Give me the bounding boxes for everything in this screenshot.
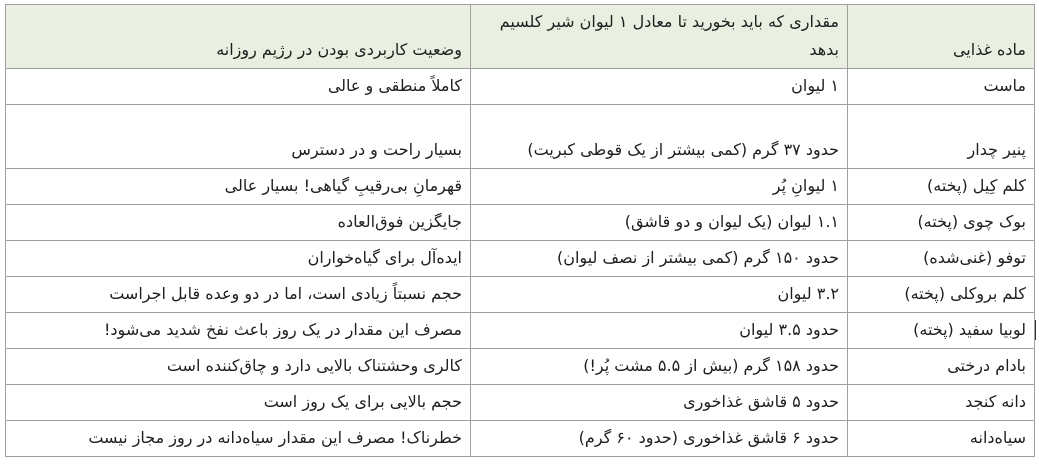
amount-cell: حدود ۵ قاشق غذاخوری bbox=[471, 385, 848, 421]
status-cell: مصرف این مقدار در یک روز باعث نفخ شدید می‌شود! bbox=[6, 313, 471, 349]
status-cell: حجم بالایی برای یک روز است bbox=[6, 385, 471, 421]
table-row bbox=[6, 169, 1035, 205]
header-amount: مقداری که باید بخورید تا معادل ۱ لیوان شیر کلسیم بدهد bbox=[471, 5, 848, 69]
status-cell: بسیار راحت و در دسترس bbox=[6, 105, 471, 169]
food-cell: ماست bbox=[848, 69, 1035, 105]
amount-cell: حدود ۳.۵ لیوان bbox=[471, 313, 848, 349]
amount-cell: حدود ۶ قاشق غذاخوری (حدود ۶۰ گرم) bbox=[471, 421, 848, 457]
table-row bbox=[6, 241, 1035, 277]
status-cell: قهرمانِ بی‌رقیبِ گیاهی! بسیار عالی bbox=[6, 169, 471, 205]
food-cell: لوبیا سفید (پخته) bbox=[848, 313, 1035, 349]
amount-cell: حدود ۱۵۸ گرم (بیش از ۵.۵ مشت پُر!) bbox=[471, 349, 848, 385]
food-cell: سیاه‌دانه bbox=[848, 421, 1035, 457]
table-row bbox=[6, 205, 1035, 241]
amount-cell: ۱ لیوان bbox=[471, 69, 848, 105]
status-cell: حجم نسبتاً زیادی است، اما در دو وعده قابل اجراست bbox=[6, 277, 471, 313]
table-body bbox=[6, 69, 1035, 457]
header-status: وضعیت کاربردی بودن در رژیم روزانه bbox=[6, 5, 471, 69]
food-cell: پنیر چدار bbox=[848, 105, 1035, 169]
table-header bbox=[6, 5, 1035, 69]
food-cell: توفو (غنی‌شده) bbox=[848, 241, 1035, 277]
food-cell: کلم بروکلی (پخته) bbox=[848, 277, 1035, 313]
header-row bbox=[6, 5, 1035, 69]
table-row bbox=[6, 349, 1035, 385]
calcium-comparison-table bbox=[5, 4, 1035, 457]
table-row bbox=[6, 277, 1035, 313]
amount-cell: ۳.۲ لیوان bbox=[471, 277, 848, 313]
food-cell: بوک چوی (پخته) bbox=[848, 205, 1035, 241]
amount-cell: حدود ۳۷ گرم (کمی بیشتر از یک قوطی کبریت) bbox=[471, 105, 848, 169]
table-row bbox=[6, 313, 1035, 349]
amount-cell: ۱.۱ لیوان (یک لیوان و دو قاشق) bbox=[471, 205, 848, 241]
food-cell: کلم کِیل (پخته) bbox=[848, 169, 1035, 205]
table-row bbox=[6, 421, 1035, 457]
status-cell: کالری وحشتناک بالایی دارد و چاق‌کننده است bbox=[6, 349, 471, 385]
document-body bbox=[5, 4, 1034, 457]
table-row bbox=[6, 69, 1035, 105]
table-row bbox=[6, 385, 1035, 421]
status-cell: خطرناک! مصرف این مقدار سیاه‌دانه در روز مجاز نیست bbox=[6, 421, 471, 457]
status-cell: جایگزین فوق‌العاده bbox=[6, 205, 471, 241]
amount-cell: حدود ۱۵۰ گرم (کمی بیشتر از نصف لیوان) bbox=[471, 241, 848, 277]
header-food: ماده غذایی bbox=[848, 5, 1035, 69]
amount-cell: ۱ لیوانِ پُر bbox=[471, 169, 848, 205]
food-cell: بادام درختی bbox=[848, 349, 1035, 385]
text-cursor bbox=[1035, 320, 1036, 340]
status-cell: ایده‌آل برای گیاه‌خواران bbox=[6, 241, 471, 277]
food-cell: دانه کنجد bbox=[848, 385, 1035, 421]
table-row bbox=[6, 105, 1035, 169]
status-cell: کاملاً منطقی و عالی bbox=[6, 69, 471, 105]
